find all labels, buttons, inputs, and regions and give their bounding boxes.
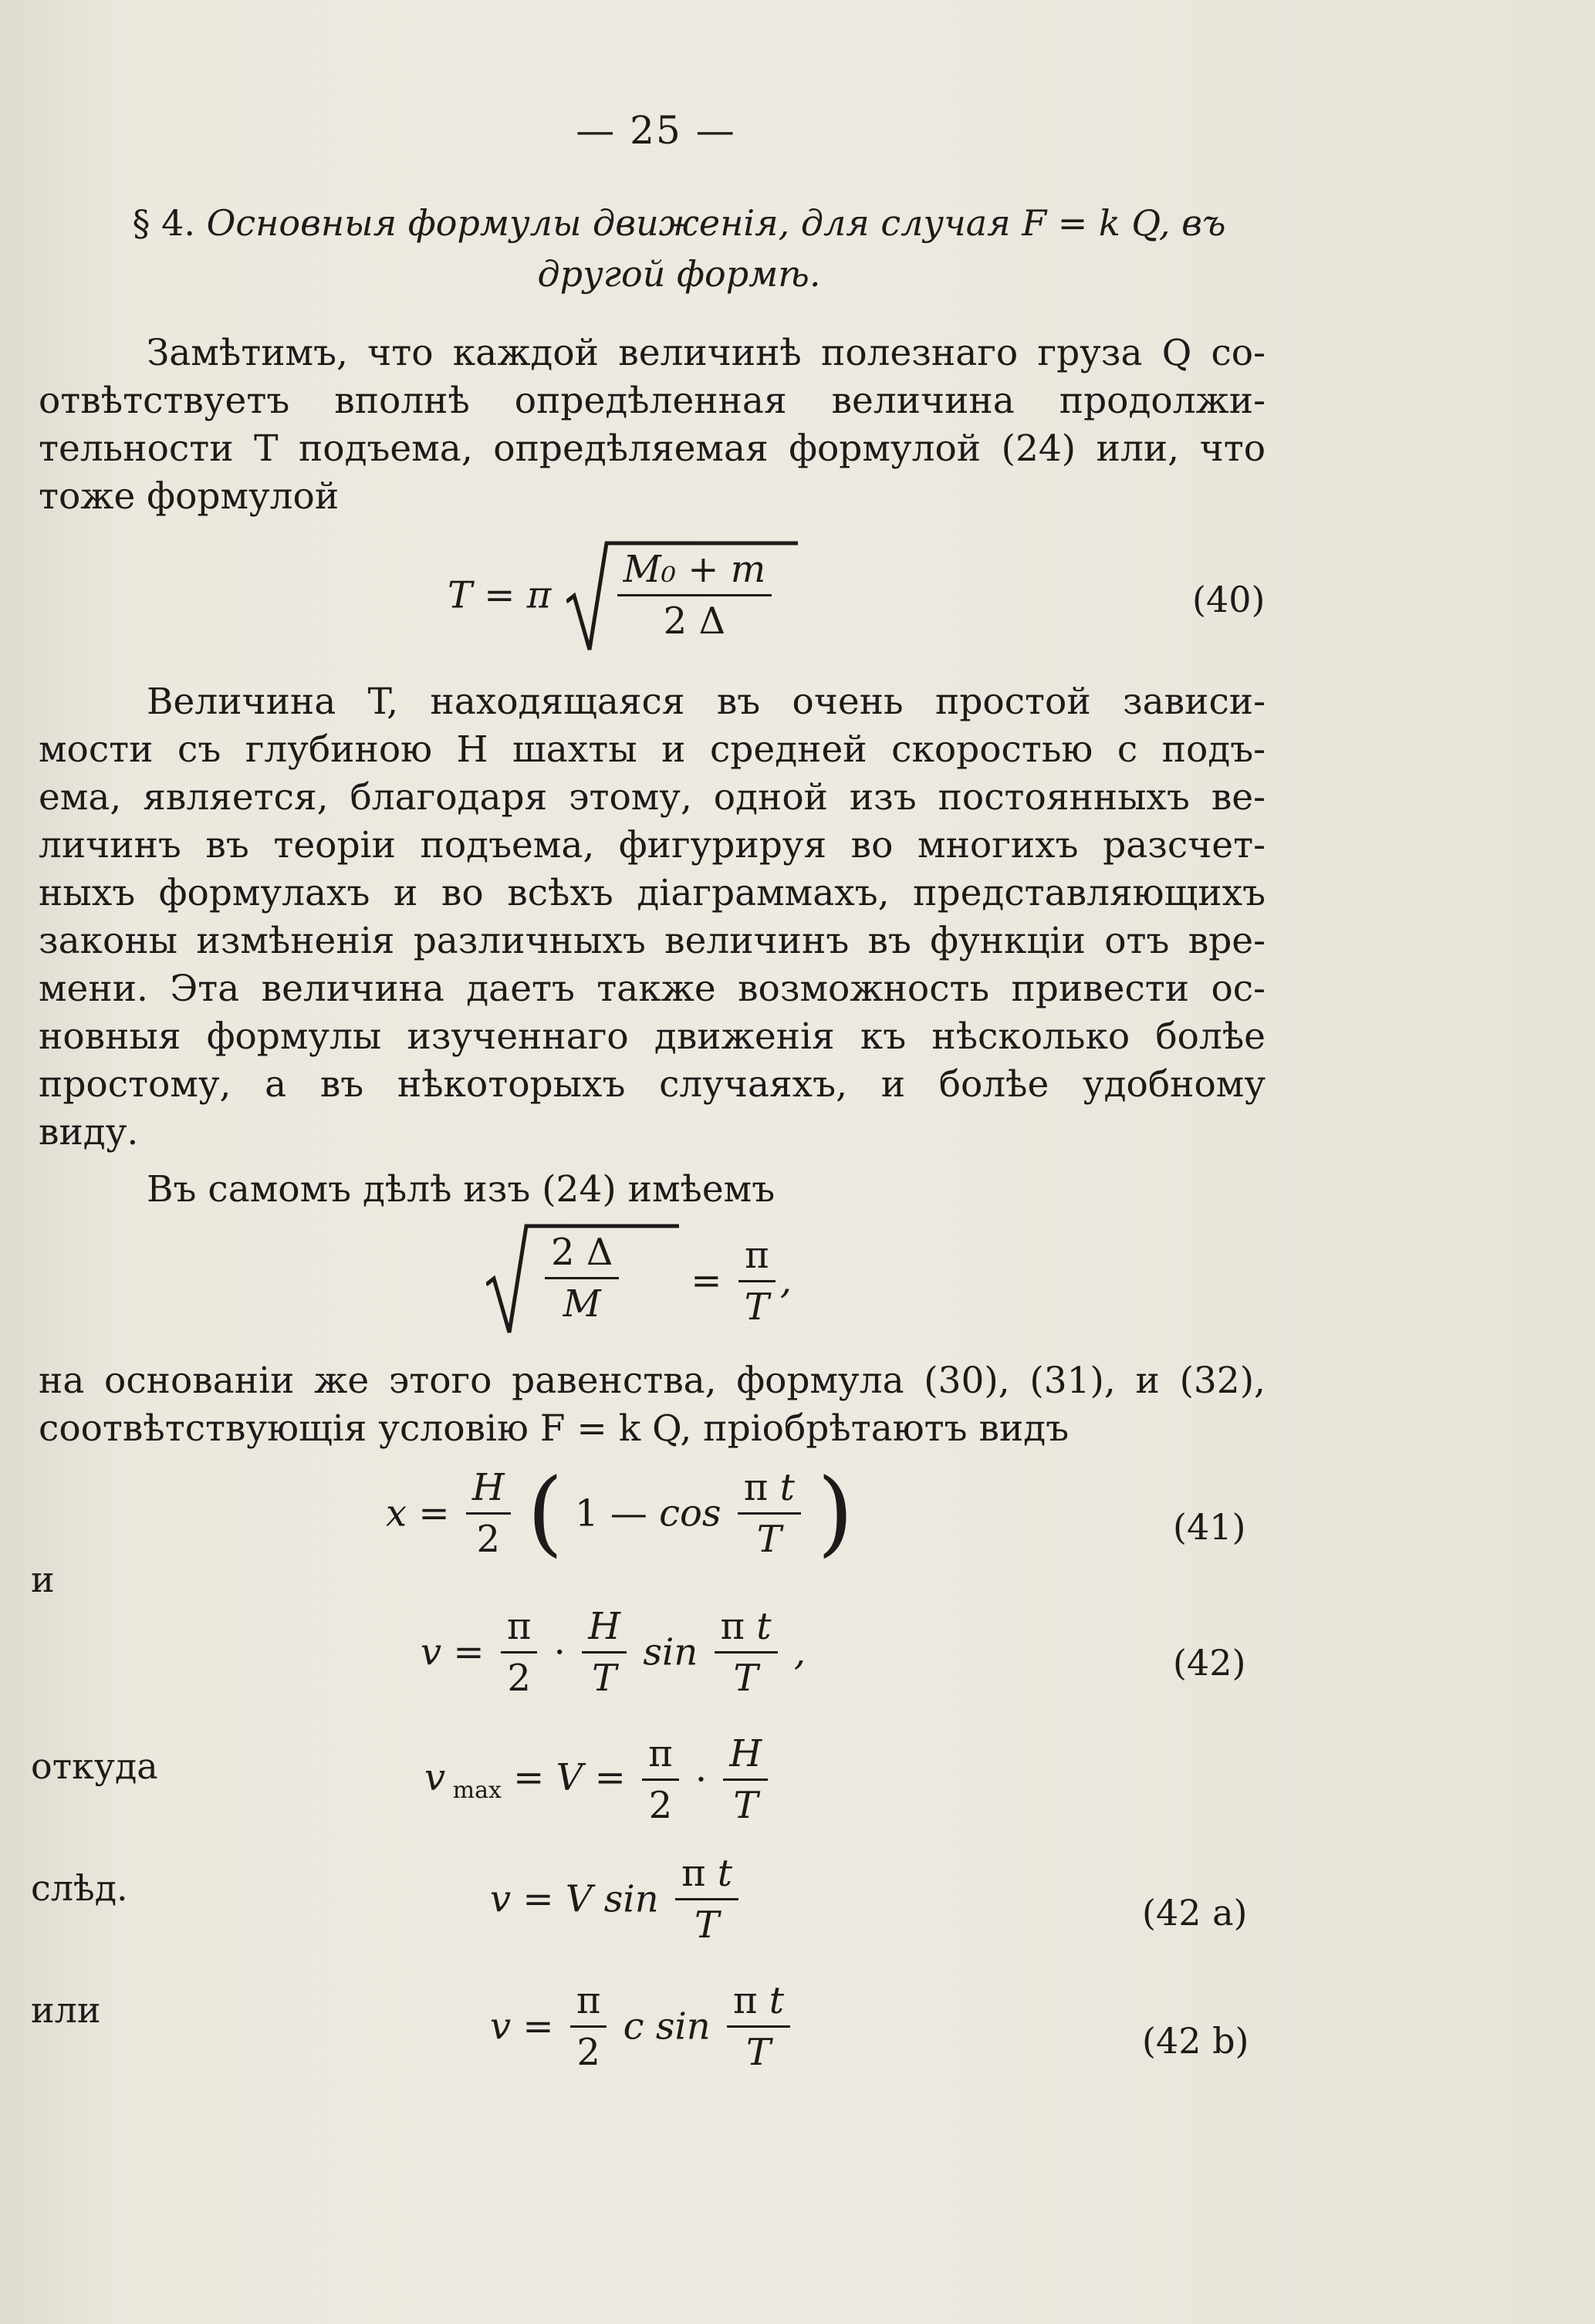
sqrt-fraction: $\frac{2 \Delta}{M}$ — [545, 1231, 619, 1326]
sqrt-sign — [566, 540, 798, 656]
paragraph-line: ема, является, благодаря этому, одной изъ постоянныхъ ве- — [39, 776, 1266, 819]
paragraph-line: соотвѣтствующія условію F = k Q, пріобрѣтаютъ видъ — [39, 1407, 1070, 1450]
equation-number: (40) — [1192, 579, 1266, 620]
paragraph-line: новныя формулы изученнаго движенія къ нѣсколько болѣе — [39, 1015, 1266, 1058]
equation-42b: v = $\frac{\pi}{2}$ c sin $\frac{\text{π t}}{T}$ — [490, 1979, 795, 2074]
frac-pit-T: $\frac{\text{π t}}{T}$ — [738, 1466, 801, 1561]
label-hence: слѣд. — [31, 1867, 128, 1909]
equation-number: (41) — [1173, 1506, 1246, 1548]
equation-41: x = $\frac{H}{2}$ ( 1 — cos $\frac{\text{π t}}{T}$ ) — [386, 1459, 853, 1567]
paragraph-line: тоже формулой — [39, 475, 340, 518]
section-title: Основныя формулы движенія, для случая F = k Q, въ — [206, 202, 1226, 244]
frac-h-2: $\frac{H}{2}$ — [466, 1466, 511, 1561]
equation-number: (42 a) — [1142, 1892, 1248, 1934]
paragraph-line: простому, а въ нѣкоторыхъ случаяхъ, и болѣе удобному — [39, 1063, 1266, 1106]
equation-sqrt: $\frac{2 \Delta}{M}$ = $\frac{\pi}{T}$ , — [486, 1223, 792, 1339]
eq40-fraction: $\frac{\text{M₀ + m}}{2 \Delta}$ — [617, 548, 772, 643]
paragraph-line: Замѣтимъ, что каждой величинѣ полезнаго груза Q со- — [147, 332, 1266, 374]
equation-number: (42 b) — [1142, 2020, 1249, 2062]
equation-42a: v = V sin $\frac{\text{π t}}{T}$ — [490, 1852, 743, 1947]
paragraph-line: Величина T, находящаяся въ очень простой зависи- — [147, 681, 1266, 723]
paragraph-line: виду. — [39, 1111, 139, 1154]
paragraph-line: мости съ глубиною H шахты и средней скоростью c подъ- — [39, 728, 1266, 771]
rhs-fraction: $\frac{\pi}{T}$ — [738, 1234, 776, 1329]
paragraph-line: ныхъ формулахъ и во всѣхъ діаграммахъ, представляющихъ — [39, 872, 1266, 914]
sqrt-sign — [486, 1223, 679, 1339]
label-whence: откуда — [31, 1745, 158, 1787]
section-heading-line2: другой формѣ. — [537, 253, 821, 295]
page-number: — 25 — — [576, 108, 736, 153]
section-heading-line1 — [77, 202, 1281, 244]
paragraph-line: Въ самомъ дѣлѣ изъ (24) имѣемъ — [147, 1168, 776, 1211]
equation-40 — [448, 540, 798, 656]
section-number: § 4. — [132, 202, 195, 244]
paragraph-line: личинъ въ теоріи подъема, фигурируя во многихъ разсчет- — [39, 824, 1266, 866]
paragraph-line: законы измѣненія различныхъ величинъ въ функціи отъ вре- — [39, 920, 1266, 962]
equation-vmax: v $_{max}$ = V = $\frac{\pi}{2}$ · $\frac{H}{T}$ — [424, 1732, 772, 1827]
paragraph-line: на основаніи же этого равенства, формула (30), (31), и (32), — [39, 1360, 1266, 1402]
label-or: или — [31, 1989, 101, 2031]
label-and: и — [31, 1559, 55, 1600]
eq40-lhs: T = π — [448, 573, 552, 617]
equation-42: v = $\frac{\pi}{2}$ · $\frac{H}{T}$ sin $\frac{\text{π t}}{T}$ , — [421, 1605, 806, 1700]
paragraph-line: мени. Эта величина даетъ также возможность привести ос- — [39, 968, 1266, 1010]
equation-number: (42) — [1173, 1642, 1246, 1684]
paragraph-line: тельности T подъема, опредѣляемая формулой (24) или, что — [39, 427, 1266, 470]
paragraph-line: отвѣтствуетъ вполнѣ опредѣленная величина продолжи- — [39, 380, 1266, 422]
